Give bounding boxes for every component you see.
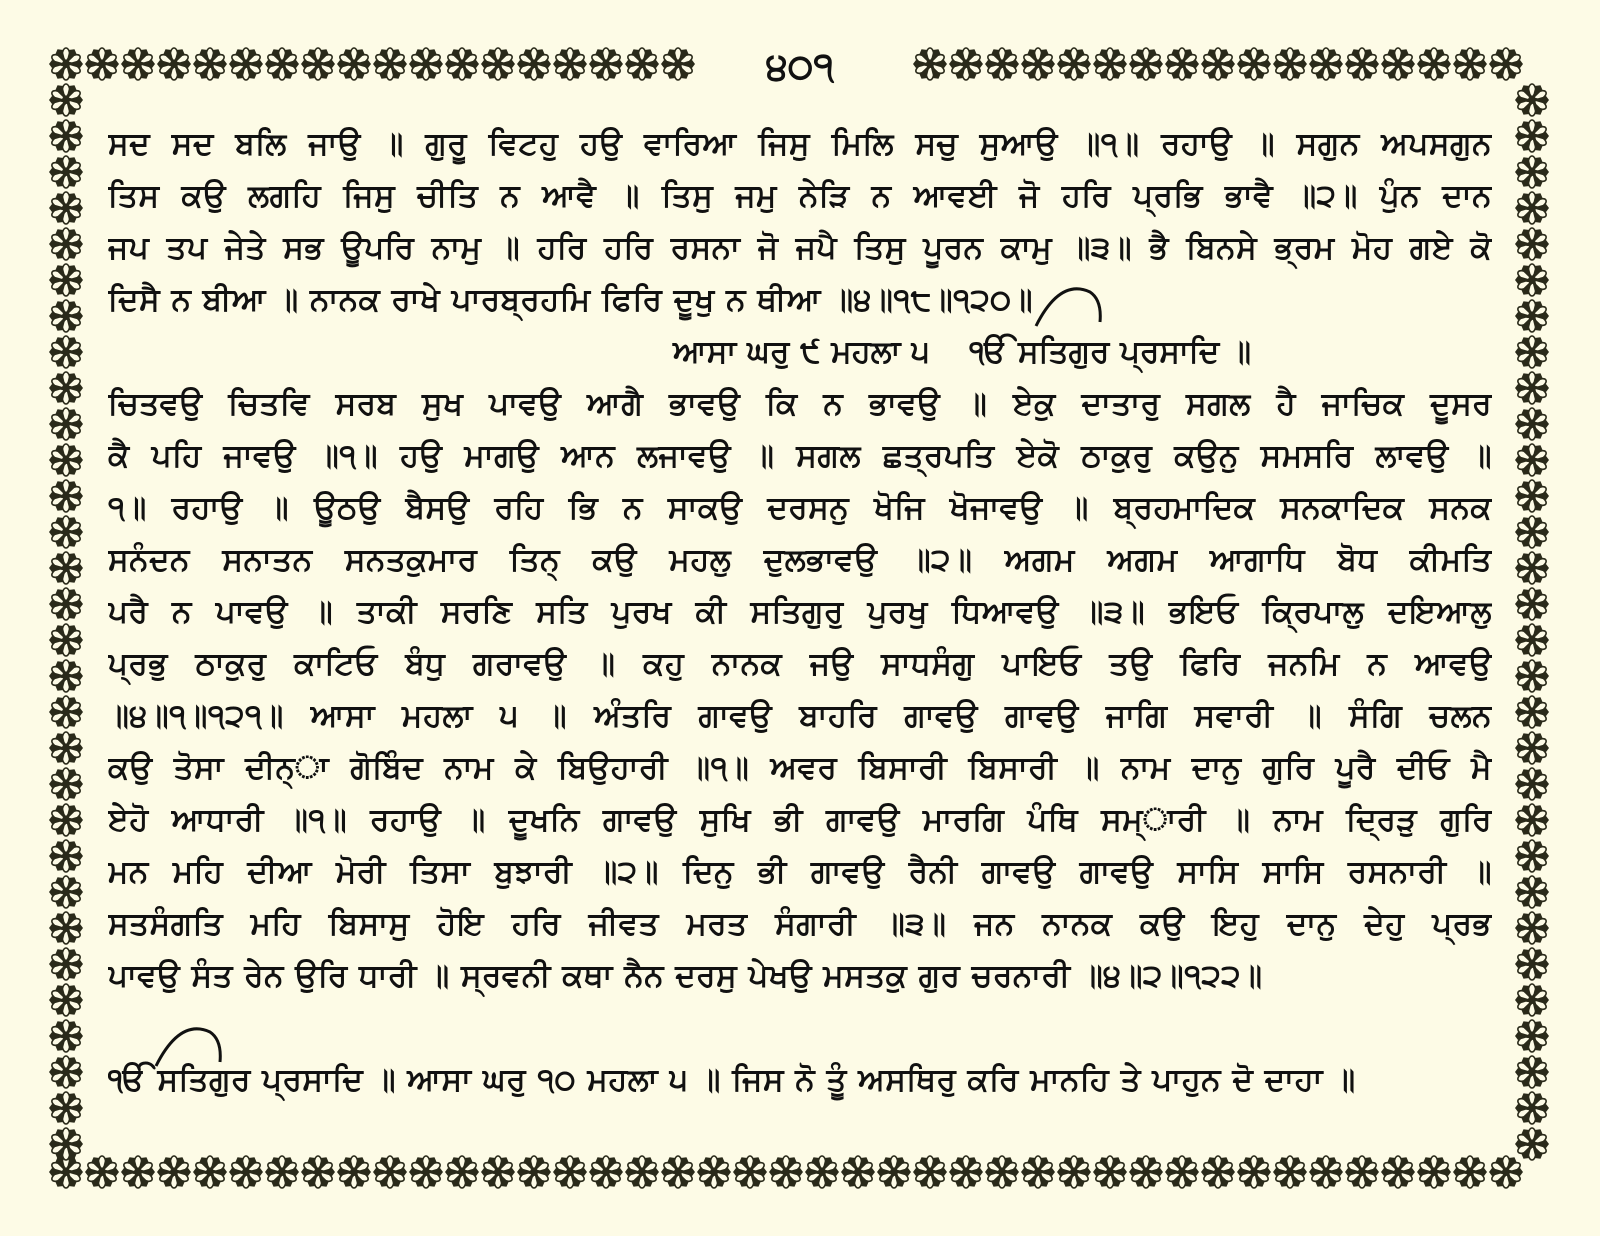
border-flower-icon [1515,119,1549,152]
border-flower-icon [1515,1055,1549,1088]
verse-line: ॥੪॥੧॥੧੨੧॥ ਆਸਾ ਮਹਲਾ ੫ ॥ ਅੰਤਰਿ ਗਾਵਉ ਬਾਹਰਿ ਗਾਵਉ ਗਾਵਉ ਜਾਗਿ ਸਵਾਰੀ ॥ ਸੰਗਿ ਚਲਨ [108,698,1492,734]
verse-line: ਸਤਸੰਗਤਿ ਮਹਿ ਬਿਸਾਸੁ ਹੋਇ ਹਰਿ ਜੀਵਤ ਮਰਤ ਸੰਗਾਰੀ ॥੩॥ ਜਨ ਨਾਨਕ ਕਉ ਇਹੁ ਦਾਨੁ ਦੇਹੁ ਪ੍ਰਭ [108,906,1492,942]
border-flower-icon [49,623,83,656]
border-flower-icon [1453,47,1487,80]
border-flower-icon [1093,1155,1127,1188]
border-flower-icon [49,587,83,620]
border-flower-icon [445,47,479,80]
border-flower-icon [49,371,83,404]
border-flower-icon [1345,47,1379,80]
border-flower-icon [877,1155,911,1188]
border-flower-icon [229,47,263,80]
border-flower-icon [85,47,119,80]
border-flower-icon [841,1155,875,1188]
border-flower-icon [949,1155,983,1188]
border-flower-icon [625,47,659,80]
border-flower-icon [1489,1155,1523,1188]
border-flower-icon [733,1155,767,1188]
border-flower-icon [589,47,623,80]
verse-line: ਸਦ ਸਦ ਬਲਿ ਜਾਉ ॥ ਗੁਰੂ ਵਿਟਹੁ ਹਉ ਵਾਰਿਆ ਜਿਸੁ ਮਿਲਿ ਸਚੁ ਸੁਆਉ ॥੧॥ ਰਹਾਉ ॥ ਸਗੁਨ ਅਪਸਗੁਨ [108,126,1492,162]
border-flower-icon [49,263,83,296]
border-flower-icon [1515,371,1549,404]
border-flower-icon [49,1019,83,1052]
border-flower-icon [1021,1155,1055,1188]
border-flower-icon [121,47,155,80]
border-flower-icon [1489,47,1523,80]
border-flower-icon [49,731,83,764]
border-flower-icon [1515,191,1549,224]
verse-line: ਤਿਸ ਕਉ ਲਗਹਿ ਜਿਸੁ ਚੀਤਿ ਨ ਆਵੈ ॥ ਤਿਸੁ ਜਮੁ ਨੇੜਿ ਨ ਆਵਈ ਜੋ ਹਰਿ ਪ੍ਰਭਿ ਭਾਵੈ ॥੨॥ ਪੁੰਨ ਦਾਨ [108,178,1492,214]
border-flower-icon [1515,443,1549,476]
heading-mool-mantar: ੴ ਸਤਿਗੁਰ ਪ੍ਰਸਾਦਿ ॥ [969,334,1252,370]
border-flower-icon [1515,587,1549,620]
border-flower-icon [49,155,83,188]
border-flower-icon [1515,767,1549,800]
border-flower-icon [1515,875,1549,908]
border-flower-icon [49,119,83,152]
border-flower-icon [1021,47,1055,80]
border-flower-icon [1093,47,1127,80]
verse-line: ਕਉ ਤੋਸਾ ਦੀਨ੍ਾ ਗੋਬਿੰਦ ਨਾਮ ਕੇ ਬਿਉਹਾਰੀ ॥੧॥ ਅਵਰ ਬਿਸਾਰੀ ਬਿਸਾਰੀ ॥ ਨਾਮ ਦਾਨੁ ਗੁਰਿ ਪੂਰੈ ਦੀਓ ਮੈ [108,750,1492,786]
border-flower-icon [1057,1155,1091,1188]
border-flower-icon [1515,1127,1549,1160]
border-flower-icon [409,47,443,80]
verse-line: ੧॥ ਰਹਾਉ ॥ ਊਠਉ ਬੈਸਉ ਰਹਿ ਭਿ ਨ ਸਾਕਉ ਦਰਸਨੁ ਖੋਜਿ ਖੋਜਾਵਉ ॥ ਬ੍ਰਹਮਾਦਿਕ ਸਨਕਾਦਿਕ ਸਨਕ [108,490,1492,526]
border-flower-icon [1515,1019,1549,1052]
verse-line: ਪ੍ਰਭੁ ਠਾਕੁਰੁ ਕਾਟਿਓ ਬੰਧੁ ਗਰਾਵਉ ॥ ਕਹੁ ਨਾਨਕ ਜਉ ਸਾਧਸੰਗੁ ਪਾਇਓ ਤਉ ਫਿਰਿ ਜਨਮਿ ਨ ਆਵਉ [108,646,1492,682]
border-flower-icon [373,1155,407,1188]
border-flower-icon [1515,515,1549,548]
border-flower-icon [1201,1155,1235,1188]
border-flower-icon [553,47,587,80]
border-flower-icon [1515,551,1549,584]
border-flower-icon [1057,47,1091,80]
border-flower-icon [1515,695,1549,728]
border-flower-icon [1417,1155,1451,1188]
border-flower-icon [769,1155,803,1188]
border-flower-icon [49,695,83,728]
border-flower-icon [913,47,947,80]
verse-line: ਮਨ ਮਹਿ ਦੀਆ ਮੋਰੀ ਤਿਸਾ ਬੁਝਾਰੀ ॥੨॥ ਦਿਨੁ ਭੀ ਗਾਵਉ ਰੈਨੀ ਗਾਵਉ ਗਾਵਉ ਸਾਸਿ ਸਾਸਿ ਰਸਨਾਰੀ ॥ [108,854,1492,890]
border-flower-icon [913,1155,947,1188]
border-flower-icon [1201,47,1235,80]
border-flower-icon [49,659,83,692]
border-flower-icon [49,335,83,368]
section-heading [108,326,1492,378]
border-flower-icon [49,299,83,332]
border-flower-icon [949,47,983,80]
border-flower-icon [373,47,407,80]
border-flower-icon [1273,1155,1307,1188]
border-flower-icon [229,1155,263,1188]
verse-line: ਕੈ ਪਹਿ ਜਾਵਉ ॥੧॥ ਹਉ ਮਾਗਉ ਆਨ ਲਜਾਵਉ ॥ ਸਗਲ ਛਤ੍ਰਪਤਿ ਏਕੋ ਠਾਕੁਰੁ ਕਉਨੁ ਸਮਸਰਿ ਲਾਵਉ ॥ [108,438,1492,474]
border-flower-icon [1129,47,1163,80]
border-flower-icon [1165,1155,1199,1188]
border-flower-icon [1381,47,1415,80]
border-flower-icon [49,983,83,1016]
border-flower-icon [121,1155,155,1188]
verse-line: ਪਾਵਉ ਸੰਤ ਰੇਨ ਉਰਿ ਧਾਰੀ ॥ ਸ੍ਰਵਨੀ ਕਥਾ ਨੈਨ ਦਰਸੁ ਪੇਖਉ ਮਸਤਕੁ ਗੁਰ ਚਰਨਾਰੀ ॥੪॥੨॥੧੨੨॥ [108,958,1263,994]
border-flower-icon [1515,983,1549,1016]
border-flower-icon [337,1155,371,1188]
border-flower-icon [1515,83,1549,116]
border-flower-icon [1515,407,1549,440]
border-flower-icon [49,1055,83,1088]
border-flower-icon [49,83,83,116]
border-flower-icon [1515,299,1549,332]
heading-raag: ਆਸਾ ਘਰੁ ੯ ਮਹਲਾ ੫ [673,334,930,370]
border-flower-icon [49,47,83,80]
border-flower-icon [49,947,83,980]
border-flower-icon [49,551,83,584]
border-flower-icon [157,47,191,80]
border-flower-icon [697,1155,731,1188]
verse-line: ਪਰੈ ਨ ਪਾਵਉ ॥ ਤਾਕੀ ਸਰਣਿ ਸਤਿ ਪੁਰਖ ਕੀ ਸਤਿਗੁਰੁ ਪੁਰਖੁ ਧਿਆਵਉ ॥੩॥ ਭਇਓ ਕ੍ਰਿਪਾਲੁ ਦਇਆਲੁ [108,594,1492,630]
border-flower-icon [481,47,515,80]
border-flower-icon [49,227,83,260]
border-flower-icon [1273,47,1307,80]
border-flower-icon [265,47,299,80]
border-flower-icon [1309,47,1343,80]
border-flower-icon [1129,1155,1163,1188]
ek-onkar-arc [1030,282,1110,332]
border-flower-icon [193,47,227,80]
border-flower-icon [49,191,83,224]
border-flower-icon [1515,803,1549,836]
border-flower-icon [1515,659,1549,692]
border-flower-icon [49,839,83,872]
border-flower-icon [1515,479,1549,512]
border-flower-icon [1515,155,1549,188]
border-flower-icon [625,1155,659,1188]
verse-line: ਜਪ ਤਪ ਜੇਤੇ ਸਭ ਊਪਰਿ ਨਾਮੁ ॥ ਹਰਿ ਹਰਿ ਰਸਨਾ ਜੋ ਜਪੈ ਤਿਸੁ ਪੂਰਨ ਕਾਮੁ ॥੩॥ ਭੈ ਬਿਨਸੇ ਭ੍ਰਮ ਮੋਹ ਗਏ ਕੋ [108,230,1492,266]
border-flower-icon [517,47,551,80]
border-flower-icon [1515,227,1549,260]
verse-line-final: ੴ ਸਤਿਗੁਰ ਪ੍ਰਸਾਦਿ ॥ ਆਸਾ ਘਰੁ ੧੦ ਮਹਲਾ ੫ ॥ ਜਿਸ ਨੋ ਤੂੰ ਅਸਥਿਰੁ ਕਰਿ ਮਾਨਹਿ ਤੇ ਪਾਹੁਨ ਦੋ ਦਾਹਾ ॥ [108,1062,1356,1098]
border-flower-icon [265,1155,299,1188]
border-flower-icon [1515,263,1549,296]
border-flower-icon [1515,623,1549,656]
verse-line: ਸਨੰਦਨ ਸਨਾਤਨ ਸਨਤਕੁਮਾਰ ਤਿਨ੍ ਕਉ ਮਹਲੁ ਦੁਲਭਾਵਉ ॥੨॥ ਅਗਮ ਅਗਮ ਆਗਾਧਿ ਬੋਧ ਕੀਮਤਿ [108,542,1492,578]
border-flower-icon [85,1155,119,1188]
border-flower-icon [661,1155,695,1188]
page-number: ੪੦੧ [700,38,900,94]
ek-onkar-arc [150,1022,230,1072]
border-flower-icon [409,1155,443,1188]
border-flower-icon [1515,947,1549,980]
border-flower-icon [661,47,695,80]
border-flower-icon [517,1155,551,1188]
border-flower-icon [1237,1155,1271,1188]
border-flower-icon [49,443,83,476]
border-flower-icon [193,1155,227,1188]
verse-line: ਏਹੋ ਆਧਾਰੀ ॥੧॥ ਰਹਾਉ ॥ ਦੂਖਨਿ ਗਾਵਉ ਸੁਖਿ ਭੀ ਗਾਵਉ ਮਾਰਗਿ ਪੰਥਿ ਸਮ੍ਾਰੀ ॥ ਨਾਮ ਦ੍ਰਿੜੁ ਗੁਰਿ [108,802,1492,838]
border-flower-icon [1515,731,1549,764]
border-flower-icon [1381,1155,1415,1188]
border-flower-icon [805,1155,839,1188]
border-flower-icon [49,479,83,512]
border-flower-icon [49,875,83,908]
border-flower-icon [1515,911,1549,944]
border-flower-icon [157,1155,191,1188]
border-flower-icon [589,1155,623,1188]
border-flower-icon [1237,47,1271,80]
border-flower-icon [1165,47,1199,80]
border-flower-icon [1515,1091,1549,1124]
border-flower-icon [337,47,371,80]
border-flower-icon [1309,1155,1343,1188]
border-flower-icon [445,1155,479,1188]
border-flower-icon [49,911,83,944]
border-flower-icon [49,1127,83,1160]
border-flower-icon [49,515,83,548]
border-flower-icon [1453,1155,1487,1188]
border-flower-icon [301,47,335,80]
verse-line: ਦਿਸੈ ਨ ਬੀਆ ॥ ਨਾਨਕ ਰਾਖੇ ਪਾਰਬ੍ਰਹਮਿ ਫਿਰਿ ਦੂਖੁ ਨ ਥੀਆ ॥੪॥੧੮॥੧੨੦॥ [108,282,1033,318]
border-flower-icon [1515,335,1549,368]
border-flower-icon [1345,1155,1379,1188]
border-flower-icon [49,803,83,836]
border-flower-icon [985,1155,1019,1188]
scripture-text [108,118,1492,1106]
border-flower-icon [1417,47,1451,80]
border-flower-icon [481,1155,515,1188]
border-flower-icon [49,1091,83,1124]
border-flower-icon [301,1155,335,1188]
border-flower-icon [49,767,83,800]
border-flower-icon [553,1155,587,1188]
border-flower-icon [49,407,83,440]
border-flower-icon [985,47,1019,80]
verse-line: ਚਿਤਵਉ ਚਿਤਵਿ ਸਰਬ ਸੁਖ ਪਾਵਉ ਆਗੈ ਭਾਵਉ ਕਿ ਨ ਭਾਵਉ ॥ ਏਕੁ ਦਾਤਾਰੁ ਸਗਲ ਹੈ ਜਾਚਿਕ ਦੂਸਰ [108,386,1492,422]
border-flower-icon [1515,839,1549,872]
